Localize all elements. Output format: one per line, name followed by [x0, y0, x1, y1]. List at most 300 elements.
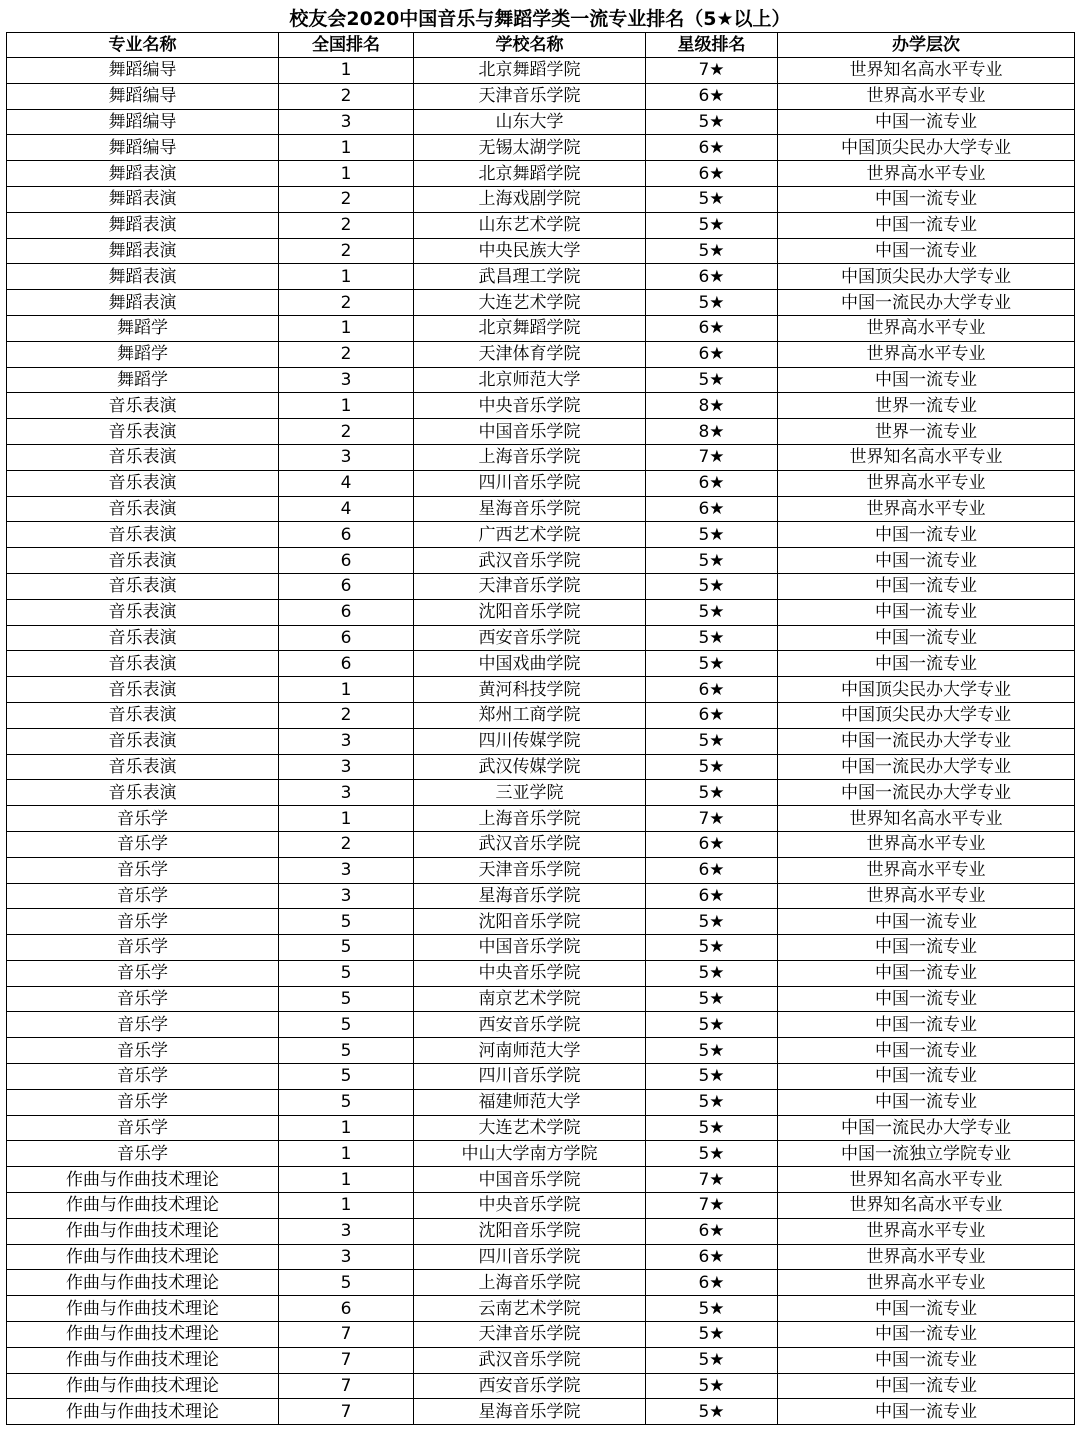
cell-school-name: 四川传媒学院	[414, 728, 646, 754]
cell-national-rank: 5	[279, 1012, 414, 1038]
cell-major: 音乐学	[7, 1115, 279, 1141]
cell-national-rank: 1	[279, 315, 414, 341]
cell-star-rank: 5★	[646, 1296, 778, 1322]
cell-school-name: 沈阳音乐学院	[414, 599, 646, 625]
cell-star-rank: 6★	[646, 83, 778, 109]
cell-major: 音乐表演	[7, 444, 279, 470]
table-row	[7, 960, 1075, 986]
cell-star-rank: 5★	[646, 780, 778, 806]
cell-school-name: 天津音乐学院	[414, 573, 646, 599]
cell-level: 世界高水平专业	[778, 315, 1075, 341]
cell-star-rank: 5★	[646, 573, 778, 599]
cell-major: 作曲与作曲技术理论	[7, 1399, 279, 1425]
cell-level: 中国一流专业	[778, 625, 1075, 651]
cell-major: 舞蹈表演	[7, 186, 279, 212]
cell-major: 舞蹈编导	[7, 58, 279, 84]
cell-level: 中国一流专业	[778, 1347, 1075, 1373]
cell-level: 中国一流专业	[778, 960, 1075, 986]
cell-school-name: 中央音乐学院	[414, 960, 646, 986]
cell-major: 音乐学	[7, 909, 279, 935]
cell-major: 音乐学	[7, 831, 279, 857]
cell-national-rank: 1	[279, 264, 414, 290]
table-row	[7, 1038, 1075, 1064]
table-row	[7, 341, 1075, 367]
table-row	[7, 1218, 1075, 1244]
cell-level: 中国一流民办大学专业	[778, 290, 1075, 316]
cell-national-rank: 6	[279, 1296, 414, 1322]
cell-major: 音乐学	[7, 1064, 279, 1090]
cell-level: 中国一流专业	[778, 238, 1075, 264]
cell-level: 中国一流专业	[778, 367, 1075, 393]
table-row	[7, 1089, 1075, 1115]
cell-school-name: 中国音乐学院	[414, 419, 646, 445]
table-row	[7, 83, 1075, 109]
cell-school-name: 上海音乐学院	[414, 444, 646, 470]
cell-star-rank: 5★	[646, 1373, 778, 1399]
cell-major: 作曲与作曲技术理论	[7, 1193, 279, 1219]
cell-star-rank: 8★	[646, 419, 778, 445]
cell-major: 音乐表演	[7, 496, 279, 522]
table-row	[7, 1115, 1075, 1141]
table-row	[7, 1399, 1075, 1425]
cell-star-rank: 5★	[646, 960, 778, 986]
cell-school-name: 四川音乐学院	[414, 1064, 646, 1090]
cell-level: 中国一流专业	[778, 1322, 1075, 1348]
table-row	[7, 1167, 1075, 1193]
cell-school-name: 三亚学院	[414, 780, 646, 806]
cell-school-name: 中国音乐学院	[414, 935, 646, 961]
cell-level: 中国一流专业	[778, 986, 1075, 1012]
cell-national-rank: 3	[279, 780, 414, 806]
table-row	[7, 393, 1075, 419]
cell-school-name: 西安音乐学院	[414, 1373, 646, 1399]
cell-major: 音乐表演	[7, 573, 279, 599]
cell-level: 中国一流专业	[778, 1373, 1075, 1399]
cell-major: 舞蹈编导	[7, 135, 279, 161]
cell-school-name: 河南师范大学	[414, 1038, 646, 1064]
table-row	[7, 367, 1075, 393]
cell-star-rank: 5★	[646, 935, 778, 961]
cell-national-rank: 2	[279, 83, 414, 109]
cell-star-rank: 6★	[646, 677, 778, 703]
cell-level: 中国一流专业	[778, 548, 1075, 574]
cell-school-name: 云南艺术学院	[414, 1296, 646, 1322]
cell-star-rank: 7★	[646, 58, 778, 84]
cell-national-rank: 2	[279, 186, 414, 212]
cell-major: 音乐学	[7, 857, 279, 883]
cell-national-rank: 4	[279, 496, 414, 522]
cell-school-name: 武汉音乐学院	[414, 831, 646, 857]
cell-national-rank: 2	[279, 212, 414, 238]
table-row	[7, 1193, 1075, 1219]
cell-school-name: 郑州工商学院	[414, 702, 646, 728]
cell-level: 世界知名高水平专业	[778, 806, 1075, 832]
cell-level: 中国顶尖民办大学专业	[778, 135, 1075, 161]
table-row	[7, 58, 1075, 84]
cell-level: 中国一流专业	[778, 212, 1075, 238]
cell-level: 中国一流专业	[778, 599, 1075, 625]
table-row	[7, 599, 1075, 625]
cell-major: 音乐学	[7, 1012, 279, 1038]
cell-star-rank: 5★	[646, 290, 778, 316]
cell-national-rank: 4	[279, 470, 414, 496]
cell-school-name: 武汉音乐学院	[414, 548, 646, 574]
cell-school-name: 四川音乐学院	[414, 1244, 646, 1270]
cell-school-name: 天津音乐学院	[414, 857, 646, 883]
cell-star-rank: 5★	[646, 728, 778, 754]
cell-star-rank: 5★	[646, 1141, 778, 1167]
cell-star-rank: 5★	[646, 909, 778, 935]
table-row	[7, 935, 1075, 961]
cell-school-name: 山东艺术学院	[414, 212, 646, 238]
header-level: 办学层次	[778, 33, 1075, 58]
cell-level: 中国一流独立学院专业	[778, 1141, 1075, 1167]
cell-level: 世界高水平专业	[778, 857, 1075, 883]
cell-national-rank: 7	[279, 1373, 414, 1399]
cell-star-rank: 5★	[646, 522, 778, 548]
cell-national-rank: 5	[279, 986, 414, 1012]
cell-level: 世界一流专业	[778, 419, 1075, 445]
cell-national-rank: 2	[279, 831, 414, 857]
cell-school-name: 沈阳音乐学院	[414, 1218, 646, 1244]
cell-star-rank: 5★	[646, 238, 778, 264]
cell-level: 中国一流专业	[778, 573, 1075, 599]
cell-level: 世界知名高水平专业	[778, 444, 1075, 470]
cell-school-name: 西安音乐学院	[414, 1012, 646, 1038]
cell-major: 作曲与作曲技术理论	[7, 1218, 279, 1244]
cell-major: 作曲与作曲技术理论	[7, 1270, 279, 1296]
table-row	[7, 1373, 1075, 1399]
table-row	[7, 1296, 1075, 1322]
cell-major: 舞蹈学	[7, 367, 279, 393]
cell-national-rank: 3	[279, 728, 414, 754]
cell-school-name: 天津音乐学院	[414, 83, 646, 109]
ranking-table	[6, 32, 1075, 1425]
cell-level: 中国一流民办大学专业	[778, 754, 1075, 780]
cell-star-rank: 5★	[646, 986, 778, 1012]
cell-star-rank: 7★	[646, 1167, 778, 1193]
cell-national-rank: 1	[279, 58, 414, 84]
table-row	[7, 444, 1075, 470]
table-row	[7, 806, 1075, 832]
table-row	[7, 1347, 1075, 1373]
cell-national-rank: 2	[279, 290, 414, 316]
cell-level: 世界一流专业	[778, 393, 1075, 419]
cell-school-name: 中央音乐学院	[414, 1193, 646, 1219]
cell-major: 音乐表演	[7, 522, 279, 548]
cell-star-rank: 5★	[646, 367, 778, 393]
cell-major: 音乐学	[7, 1141, 279, 1167]
cell-star-rank: 5★	[646, 1089, 778, 1115]
cell-national-rank: 7	[279, 1347, 414, 1373]
table-body	[7, 58, 1075, 1425]
cell-star-rank: 6★	[646, 702, 778, 728]
table-row	[7, 212, 1075, 238]
header-national-rank: 全国排名	[279, 33, 414, 58]
cell-star-rank: 5★	[646, 754, 778, 780]
table-row	[7, 754, 1075, 780]
cell-star-rank: 5★	[646, 1012, 778, 1038]
cell-national-rank: 5	[279, 1270, 414, 1296]
cell-level: 世界高水平专业	[778, 831, 1075, 857]
table-row	[7, 909, 1075, 935]
cell-major: 音乐表演	[7, 419, 279, 445]
cell-major: 音乐表演	[7, 625, 279, 651]
cell-school-name: 北京师范大学	[414, 367, 646, 393]
cell-major: 作曲与作曲技术理论	[7, 1347, 279, 1373]
cell-level: 世界知名高水平专业	[778, 1193, 1075, 1219]
cell-star-rank: 5★	[646, 186, 778, 212]
cell-major: 舞蹈表演	[7, 290, 279, 316]
cell-level: 中国一流专业	[778, 522, 1075, 548]
cell-level: 中国顶尖民办大学专业	[778, 264, 1075, 290]
cell-level: 中国顶尖民办大学专业	[778, 702, 1075, 728]
cell-major: 舞蹈表演	[7, 212, 279, 238]
cell-national-rank: 2	[279, 238, 414, 264]
table-row	[7, 728, 1075, 754]
cell-national-rank: 2	[279, 702, 414, 728]
cell-major: 舞蹈学	[7, 341, 279, 367]
cell-level: 世界高水平专业	[778, 883, 1075, 909]
cell-level: 世界高水平专业	[778, 83, 1075, 109]
cell-level: 世界高水平专业	[778, 161, 1075, 187]
cell-school-name: 武汉传媒学院	[414, 754, 646, 780]
header-school-name: 学校名称	[414, 33, 646, 58]
cell-school-name: 大连艺术学院	[414, 1115, 646, 1141]
cell-level: 世界知名高水平专业	[778, 58, 1075, 84]
table-row	[7, 883, 1075, 909]
cell-star-rank: 5★	[646, 548, 778, 574]
cell-national-rank: 6	[279, 625, 414, 651]
cell-national-rank: 3	[279, 857, 414, 883]
cell-star-rank: 6★	[646, 470, 778, 496]
cell-school-name: 上海音乐学院	[414, 806, 646, 832]
cell-national-rank: 3	[279, 109, 414, 135]
cell-star-rank: 6★	[646, 1270, 778, 1296]
cell-school-name: 中央音乐学院	[414, 393, 646, 419]
cell-major: 舞蹈表演	[7, 238, 279, 264]
cell-major: 音乐学	[7, 806, 279, 832]
table-row	[7, 238, 1075, 264]
cell-level: 中国一流民办大学专业	[778, 1115, 1075, 1141]
table-row	[7, 1270, 1075, 1296]
cell-star-rank: 6★	[646, 135, 778, 161]
cell-major: 音乐学	[7, 883, 279, 909]
cell-school-name: 沈阳音乐学院	[414, 909, 646, 935]
cell-star-rank: 5★	[646, 212, 778, 238]
cell-star-rank: 5★	[646, 651, 778, 677]
cell-major: 音乐学	[7, 1089, 279, 1115]
cell-school-name: 南京艺术学院	[414, 986, 646, 1012]
cell-school-name: 福建师范大学	[414, 1089, 646, 1115]
cell-major: 音乐学	[7, 935, 279, 961]
cell-national-rank: 5	[279, 935, 414, 961]
table-row	[7, 1322, 1075, 1348]
cell-star-rank: 6★	[646, 264, 778, 290]
cell-school-name: 中山大学南方学院	[414, 1141, 646, 1167]
cell-national-rank: 1	[279, 1141, 414, 1167]
cell-major: 作曲与作曲技术理论	[7, 1373, 279, 1399]
cell-major: 音乐表演	[7, 393, 279, 419]
cell-school-name: 星海音乐学院	[414, 1399, 646, 1425]
cell-level: 中国一流专业	[778, 186, 1075, 212]
cell-level: 世界高水平专业	[778, 496, 1075, 522]
header-row	[7, 33, 1075, 58]
cell-school-name: 上海音乐学院	[414, 1270, 646, 1296]
table-row	[7, 780, 1075, 806]
cell-level: 世界知名高水平专业	[778, 1167, 1075, 1193]
table-title: 校友会2020中国音乐与舞蹈学类一流专业排名（5★以上）	[289, 8, 791, 30]
table-row	[7, 831, 1075, 857]
cell-star-rank: 6★	[646, 496, 778, 522]
cell-star-rank: 6★	[646, 1218, 778, 1244]
cell-star-rank: 7★	[646, 444, 778, 470]
cell-major: 音乐表演	[7, 754, 279, 780]
cell-school-name: 中国音乐学院	[414, 1167, 646, 1193]
cell-star-rank: 5★	[646, 625, 778, 651]
header-major: 专业名称	[7, 33, 279, 58]
cell-major: 舞蹈表演	[7, 264, 279, 290]
cell-national-rank: 5	[279, 1089, 414, 1115]
cell-star-rank: 5★	[646, 1399, 778, 1425]
header-star-rank: 星级排名	[646, 33, 778, 58]
cell-school-name: 四川音乐学院	[414, 470, 646, 496]
cell-national-rank: 3	[279, 883, 414, 909]
cell-national-rank: 1	[279, 677, 414, 703]
table-row	[7, 109, 1075, 135]
table-row	[7, 186, 1075, 212]
cell-major: 音乐学	[7, 986, 279, 1012]
cell-national-rank: 6	[279, 522, 414, 548]
table-row	[7, 573, 1075, 599]
cell-national-rank: 6	[279, 548, 414, 574]
table-row	[7, 651, 1075, 677]
cell-level: 中国一流专业	[778, 935, 1075, 961]
cell-national-rank: 1	[279, 161, 414, 187]
cell-star-rank: 6★	[646, 315, 778, 341]
cell-star-rank: 6★	[646, 831, 778, 857]
cell-school-name: 黄河科技学院	[414, 677, 646, 703]
cell-level: 中国一流专业	[778, 1296, 1075, 1322]
cell-level: 世界高水平专业	[778, 1218, 1075, 1244]
cell-national-rank: 3	[279, 367, 414, 393]
cell-major: 音乐表演	[7, 548, 279, 574]
table-row	[7, 702, 1075, 728]
cell-star-rank: 5★	[646, 109, 778, 135]
cell-major: 音乐学	[7, 1038, 279, 1064]
table-row	[7, 470, 1075, 496]
cell-national-rank: 5	[279, 909, 414, 935]
cell-major: 作曲与作曲技术理论	[7, 1322, 279, 1348]
cell-major: 作曲与作曲技术理论	[7, 1296, 279, 1322]
table-row	[7, 135, 1075, 161]
cell-major: 音乐表演	[7, 780, 279, 806]
cell-major: 舞蹈编导	[7, 83, 279, 109]
cell-major: 音乐表演	[7, 677, 279, 703]
cell-school-name: 星海音乐学院	[414, 883, 646, 909]
table-row	[7, 1141, 1075, 1167]
table-row	[7, 315, 1075, 341]
cell-school-name: 无锡太湖学院	[414, 135, 646, 161]
cell-national-rank: 5	[279, 960, 414, 986]
cell-level: 中国一流民办大学专业	[778, 728, 1075, 754]
cell-major: 舞蹈学	[7, 315, 279, 341]
table-row	[7, 986, 1075, 1012]
cell-star-rank: 7★	[646, 1193, 778, 1219]
cell-level: 中国一流专业	[778, 1064, 1075, 1090]
cell-level: 中国一流专业	[778, 1399, 1075, 1425]
table-row	[7, 1012, 1075, 1038]
cell-star-rank: 5★	[646, 1038, 778, 1064]
table-row	[7, 1064, 1075, 1090]
cell-level: 中国一流专业	[778, 1038, 1075, 1064]
cell-national-rank: 6	[279, 599, 414, 625]
cell-star-rank: 5★	[646, 1347, 778, 1373]
cell-school-name: 武昌理工学院	[414, 264, 646, 290]
cell-level: 世界高水平专业	[778, 470, 1075, 496]
cell-school-name: 上海戏剧学院	[414, 186, 646, 212]
cell-major: 音乐学	[7, 960, 279, 986]
cell-school-name: 天津体育学院	[414, 341, 646, 367]
cell-star-rank: 6★	[646, 883, 778, 909]
cell-school-name: 中央民族大学	[414, 238, 646, 264]
cell-level: 世界高水平专业	[778, 1270, 1075, 1296]
cell-star-rank: 5★	[646, 1064, 778, 1090]
cell-national-rank: 1	[279, 1167, 414, 1193]
cell-national-rank: 1	[279, 393, 414, 419]
cell-national-rank: 3	[279, 444, 414, 470]
cell-major: 舞蹈编导	[7, 109, 279, 135]
cell-national-rank: 3	[279, 1218, 414, 1244]
cell-star-rank: 6★	[646, 341, 778, 367]
cell-level: 中国一流专业	[778, 909, 1075, 935]
cell-national-rank: 7	[279, 1322, 414, 1348]
cell-star-rank: 5★	[646, 1115, 778, 1141]
cell-national-rank: 1	[279, 1115, 414, 1141]
cell-school-name: 武汉音乐学院	[414, 1347, 646, 1373]
cell-major: 音乐表演	[7, 728, 279, 754]
cell-major: 舞蹈表演	[7, 161, 279, 187]
table-row	[7, 264, 1075, 290]
cell-star-rank: 6★	[646, 857, 778, 883]
table-row	[7, 548, 1075, 574]
table-row	[7, 161, 1075, 187]
cell-national-rank: 6	[279, 651, 414, 677]
cell-school-name: 山东大学	[414, 109, 646, 135]
cell-major: 音乐表演	[7, 651, 279, 677]
cell-school-name: 天津音乐学院	[414, 1322, 646, 1348]
cell-national-rank: 2	[279, 341, 414, 367]
cell-school-name: 中国戏曲学院	[414, 651, 646, 677]
table-row	[7, 419, 1075, 445]
cell-major: 作曲与作曲技术理论	[7, 1167, 279, 1193]
table-row	[7, 496, 1075, 522]
cell-national-rank: 3	[279, 1244, 414, 1270]
cell-level: 中国一流专业	[778, 651, 1075, 677]
cell-star-rank: 7★	[646, 806, 778, 832]
cell-school-name: 大连艺术学院	[414, 290, 646, 316]
cell-school-name: 广西艺术学院	[414, 522, 646, 548]
cell-major: 音乐表演	[7, 470, 279, 496]
cell-level: 中国一流民办大学专业	[778, 780, 1075, 806]
cell-national-rank: 2	[279, 419, 414, 445]
cell-school-name: 西安音乐学院	[414, 625, 646, 651]
cell-level: 中国顶尖民办大学专业	[778, 677, 1075, 703]
cell-star-rank: 5★	[646, 1322, 778, 1348]
cell-star-rank: 6★	[646, 1244, 778, 1270]
table-row	[7, 290, 1075, 316]
cell-level: 世界高水平专业	[778, 1244, 1075, 1270]
